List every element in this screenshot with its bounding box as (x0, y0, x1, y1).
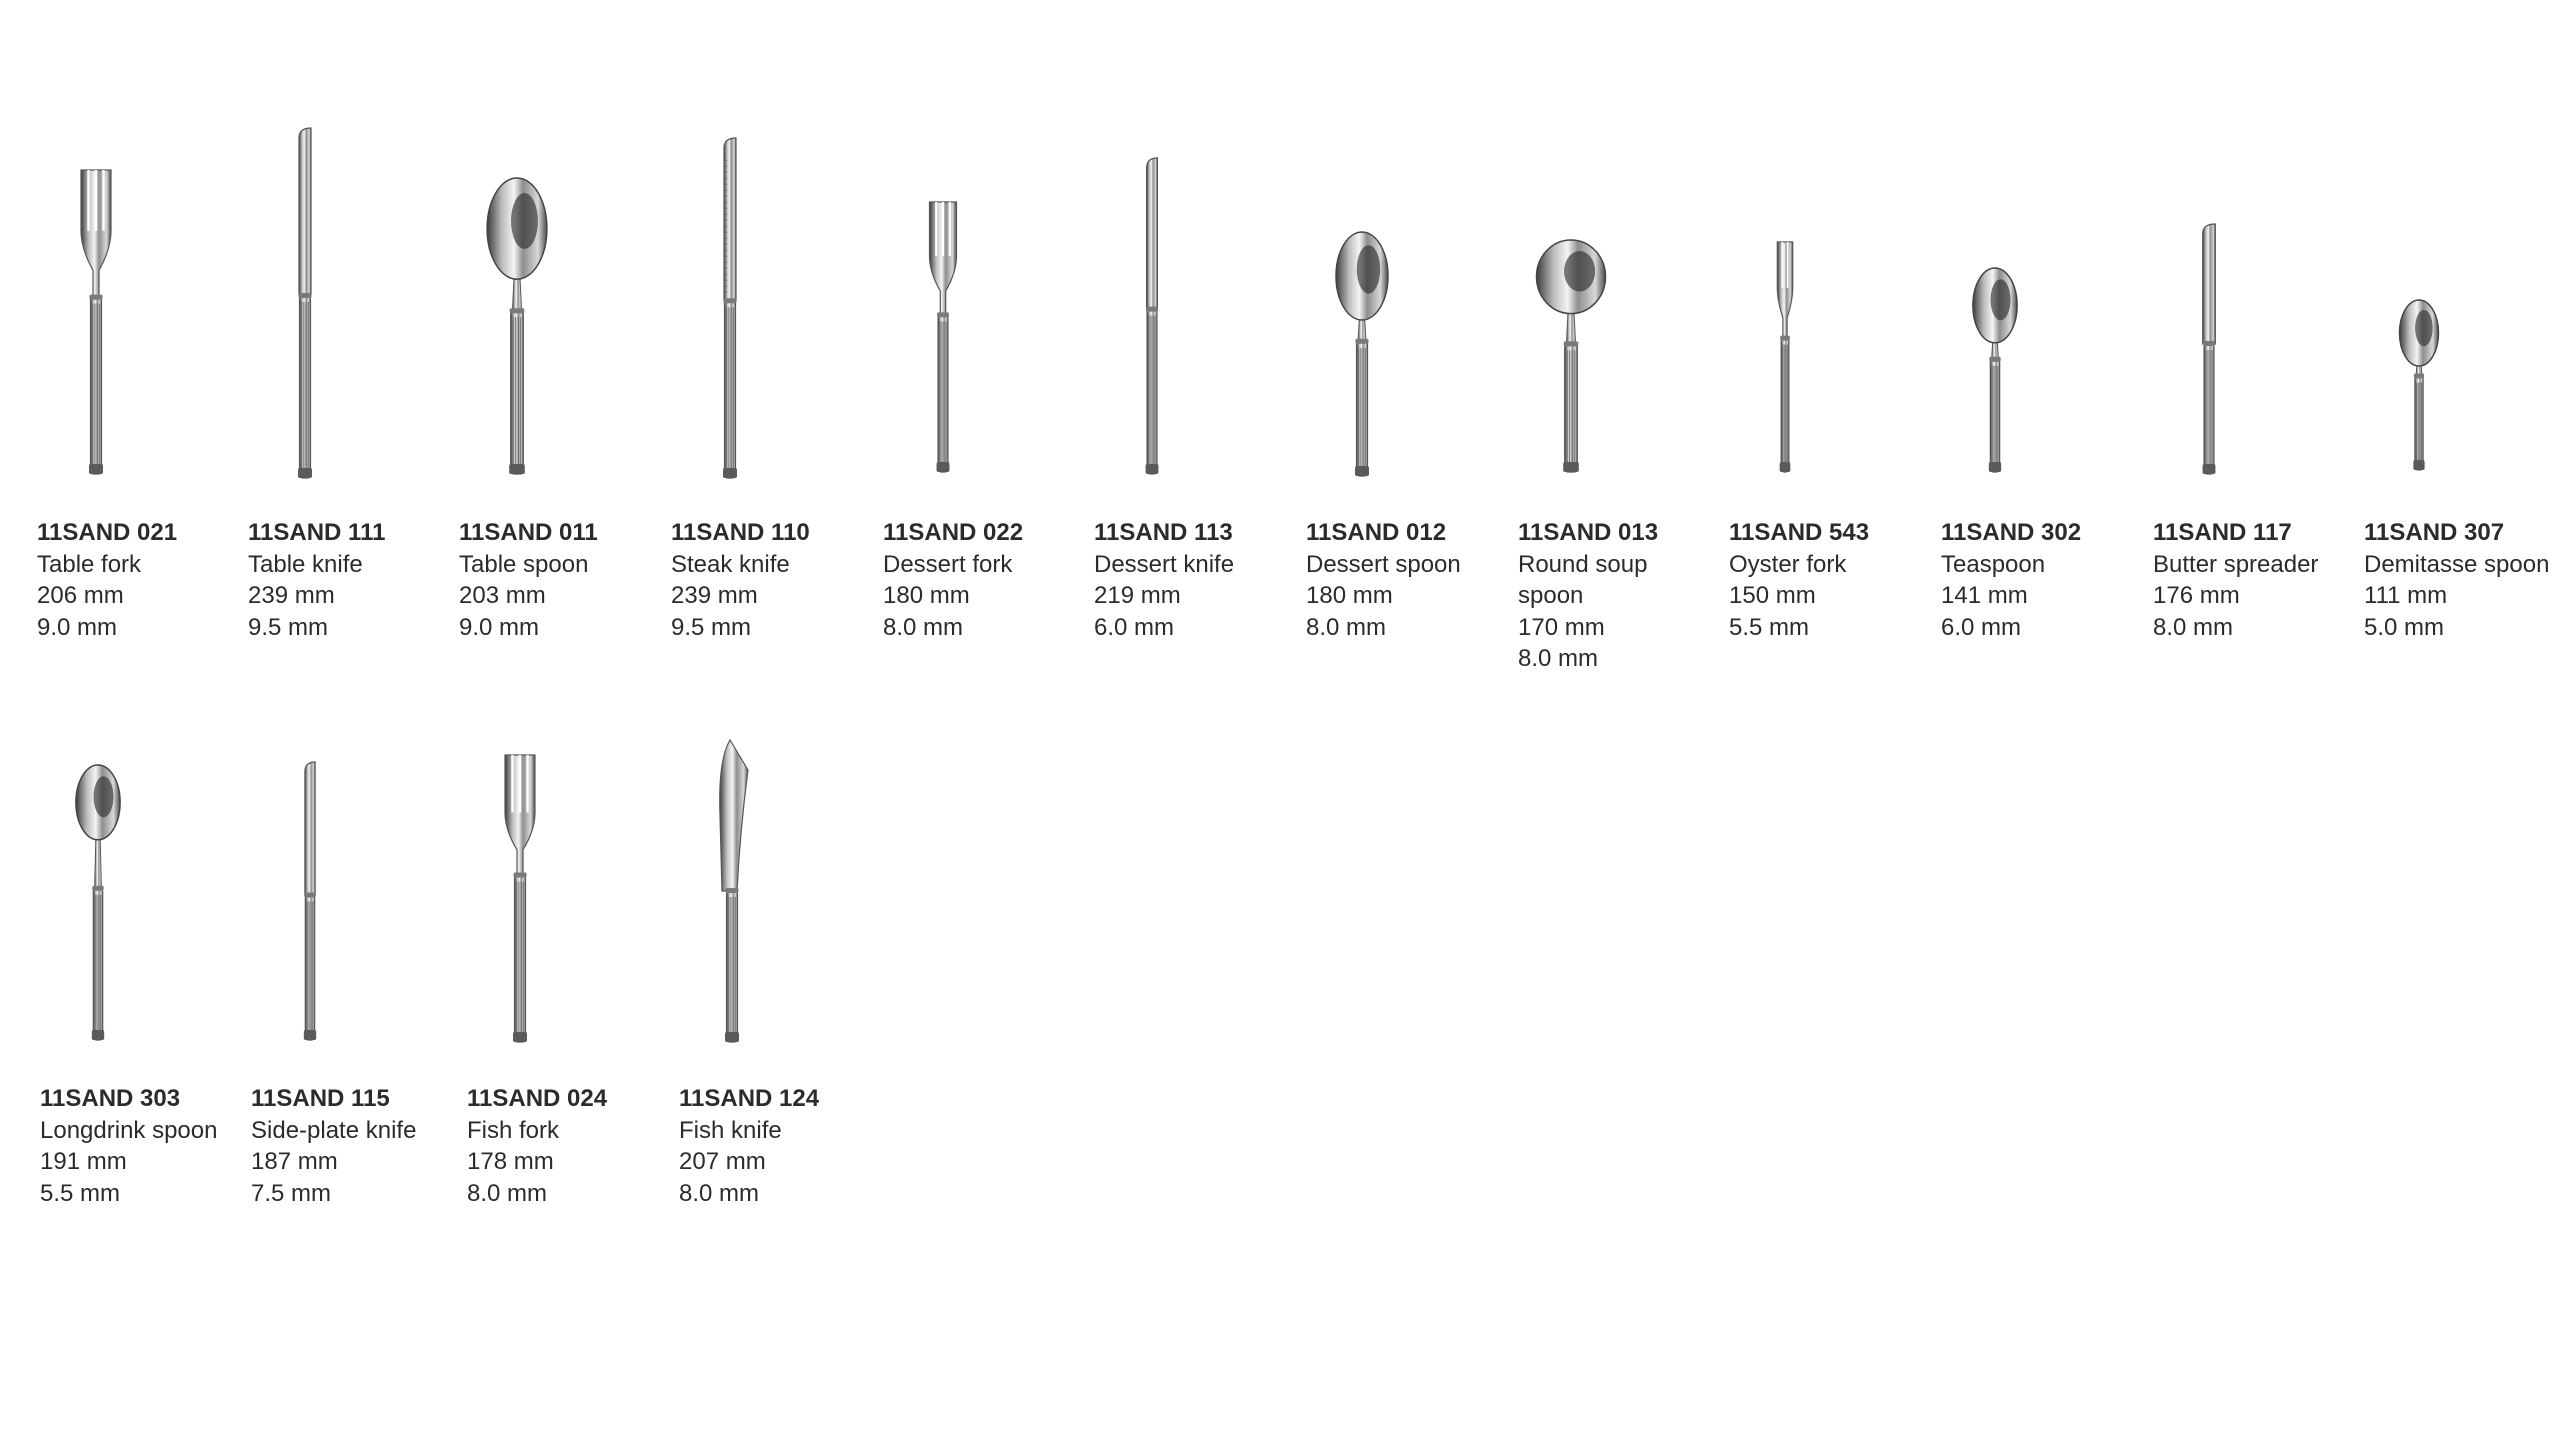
product-name: Teaspoon (1941, 550, 2046, 578)
product-thickness: 8.0 mm (883, 613, 964, 641)
product-name: Longdrink spoon (40, 1116, 218, 1144)
product-thickness: 5.0 mm (2364, 613, 2445, 641)
product-code: 11SAND 021 (37, 519, 178, 546)
product-length: 206 mm (37, 582, 124, 609)
product-name: Demitasse spoon (2364, 550, 2550, 578)
product-name: Side-plate knife (251, 1116, 417, 1144)
product-code: 11SAND 124 (679, 1085, 820, 1112)
product-name: Fish knife (679, 1116, 782, 1144)
product-thickness: 7.5 mm (251, 1179, 332, 1207)
product-code: 11SAND 115 (251, 1085, 390, 1112)
product-code: 11SAND 117 (2153, 519, 2292, 546)
product-name: Round soup spoon (1518, 550, 1648, 609)
product-thickness: 9.0 mm (459, 613, 540, 641)
product-length: 191 mm (40, 1148, 127, 1175)
product-name: Oyster fork (1729, 550, 1847, 578)
product-length: 219 mm (1094, 582, 1181, 609)
product-name: Table fork (37, 550, 142, 578)
product-length: 178 mm (467, 1148, 554, 1175)
product-thickness: 8.0 mm (2153, 613, 2234, 641)
product-length: 141 mm (1941, 582, 2028, 609)
product-thickness: 8.0 mm (1518, 645, 1599, 672)
product-name: Dessert fork (883, 550, 1013, 578)
product-code: 11SAND 012 (1306, 519, 1447, 546)
product-name: Table spoon (459, 550, 589, 578)
product-code: 11SAND 024 (467, 1085, 608, 1112)
product-name: Fish fork (467, 1116, 560, 1144)
product-name: Dessert spoon (1306, 550, 1461, 578)
product-thickness: 8.0 mm (679, 1179, 760, 1207)
product-code: 11SAND 011 (459, 519, 598, 546)
product-length: 239 mm (671, 582, 758, 609)
product-code: 11SAND 110 (671, 519, 810, 546)
product-code: 11SAND 013 (1518, 519, 1659, 546)
product-name: Table knife (248, 550, 363, 578)
product-code: 11SAND 022 (883, 519, 1024, 546)
product-length: 239 mm (248, 582, 335, 609)
product-length: 207 mm (679, 1148, 766, 1175)
product-length: 176 mm (2153, 582, 2240, 609)
product-length: 180 mm (883, 582, 970, 609)
product-length: 170 mm (1518, 613, 1605, 641)
product-name: Steak knife (671, 550, 790, 578)
product-thickness: 9.5 mm (671, 613, 752, 641)
product-thickness: 8.0 mm (1306, 613, 1387, 641)
product-name: Butter spreader (2153, 550, 2319, 578)
product-thickness: 5.5 mm (1729, 613, 1810, 641)
product-length: 111 mm (2364, 582, 2448, 609)
product-thickness: 9.0 mm (37, 613, 118, 641)
product-code: 11SAND 113 (1094, 519, 1233, 546)
product-code: 11SAND 302 (1941, 519, 2082, 546)
product-thickness: 6.0 mm (1094, 613, 1175, 641)
product-length: 150 mm (1729, 582, 1816, 609)
product-thickness: 6.0 mm (1941, 613, 2022, 641)
product-thickness: 8.0 mm (467, 1179, 548, 1207)
product-code: 11SAND 111 (248, 519, 386, 546)
product-code: 11SAND 307 (2364, 519, 2505, 546)
product-thickness: 9.5 mm (248, 613, 329, 641)
product-code: 11SAND 543 (1729, 519, 1870, 546)
product-code: 11SAND 303 (40, 1085, 181, 1112)
product-length: 203 mm (459, 582, 546, 609)
product-caption (679, 1083, 819, 1209)
product-length: 180 mm (1306, 582, 1393, 609)
product-name: Dessert knife (1094, 550, 1235, 578)
product-length: 187 mm (251, 1148, 338, 1175)
product-thickness: 5.5 mm (40, 1179, 121, 1207)
